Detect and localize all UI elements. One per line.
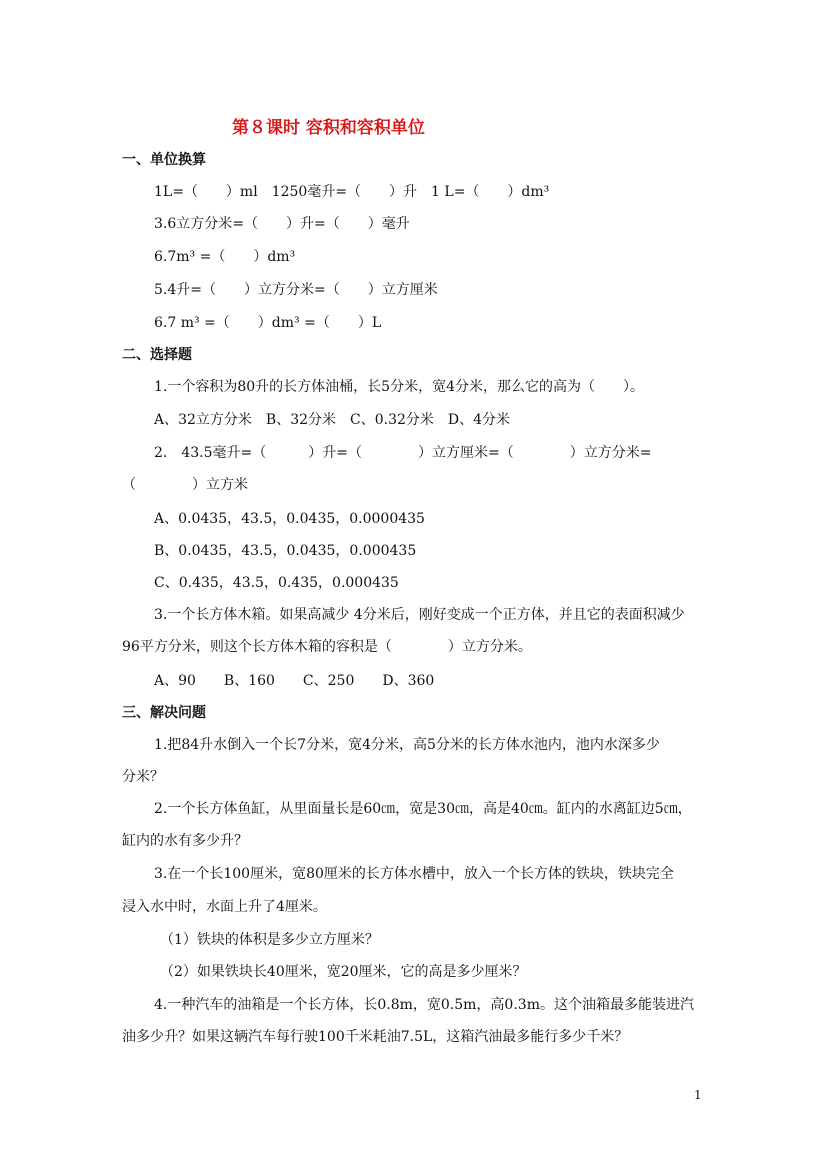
question-line: （ ）立方米 <box>122 477 248 493</box>
page-number: 1 <box>694 1088 702 1102</box>
option-line: B、0.0435，43.5，0.0435，0.000435 <box>154 543 417 559</box>
question-line: 浸入水中时，水面上升了4厘米。 <box>122 899 327 915</box>
question-line: 2.一个长方体鱼缸，从里面量长是60㎝，宽是30㎝，高是40㎝。缸内的水离缸边5㎝， <box>154 801 692 817</box>
option-line: A、32立方分米 B、32分米 C、0.32分米 D、4分米 <box>154 412 511 428</box>
sub-question-line: （1）铁块的体积是多少立方厘米？ <box>160 932 379 948</box>
question-line: 1.把84升水倒入一个长7分米，宽4分米，高5分米的长方体水池内，池内水深多少 <box>154 737 660 753</box>
option-line: A、90 B、160 C、250 D、360 <box>154 673 435 689</box>
question-line: 3.在一个长100厘米，宽80厘米的长方体水槽中，放入一个长方体的铁块，铁块完全 <box>154 866 674 882</box>
question-line: 缸内的水有多少升？ <box>122 833 248 849</box>
question-line: 6.7 m³ =（ ）dm³ =（ ）L <box>154 315 382 331</box>
option-line: C、0.435，43.5，0.435，0.000435 <box>154 575 399 591</box>
question-line: 4.一种汽车的油箱是一个长方体，长0.8m，宽0.5m，高0.3m。这个油箱最多能装进汽 <box>154 997 694 1013</box>
section-heading-multiple-choice: 二、选择题 <box>122 347 192 363</box>
question-line: 2. 43.5毫升=（ ）升=（ ）立方厘米=（ ）立方分米= <box>154 445 652 461</box>
question-line: 1.一个容积为80升的长方体油桶，长5分米，宽4分米，那么它的高为（ ）。 <box>154 379 644 395</box>
question-line: 1L=（ ）ml 1250毫升=（ ）升 1 L=（ ）dm³ <box>154 184 550 200</box>
sub-question-line: （2）如果铁块长40厘米，宽20厘米，它的高是多少厘米？ <box>160 964 527 980</box>
question-line: 油多少升？如果这辆汽车每行驶100千米耗油7.5L，这箱汽油最多能行多少千米？ <box>122 1029 629 1045</box>
option-line: A、0.0435，43.5，0.0435，0.0000435 <box>154 511 425 527</box>
question-line: 3.一个长方体木箱。如果高减少 4分米后，刚好变成一个正方体，并且它的表面积减少 <box>154 607 685 623</box>
question-line: 6.7m³ =（ ）dm³ <box>154 249 296 265</box>
question-line: 5.4升=（ ）立方分米=（ ）立方厘米 <box>154 282 438 298</box>
section-heading-unit-conversion: 一、单位换算 <box>122 152 206 168</box>
question-line: 3.6立方分米=（ ）升=（ ）毫升 <box>154 216 410 232</box>
question-line: 96平方分米，则这个长方体木箱的容积是（ ）立方分米。 <box>122 639 532 655</box>
section-heading-problem-solving: 三、解决问题 <box>122 705 206 721</box>
lesson-title: 第８课时 容积和容积单位 <box>232 118 425 138</box>
question-line: 分米？ <box>122 769 164 785</box>
